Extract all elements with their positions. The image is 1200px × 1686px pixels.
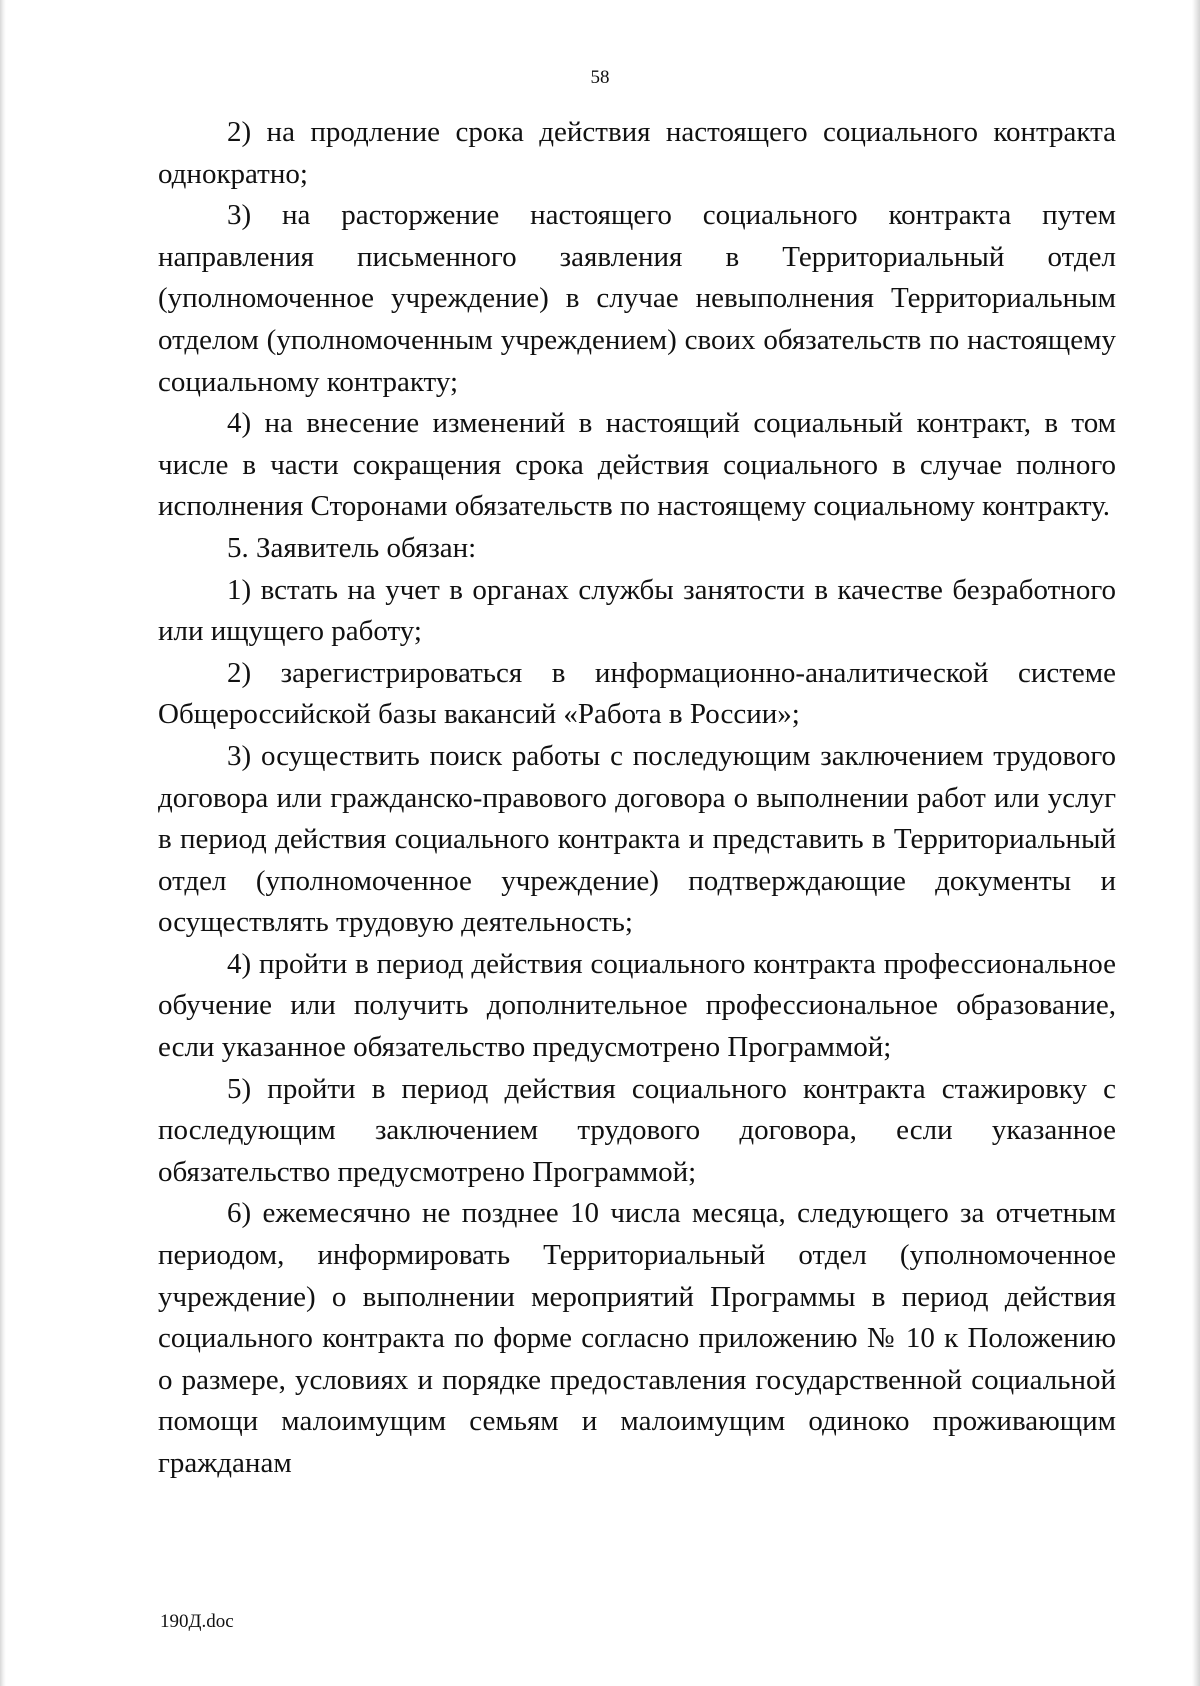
scan-edge-left bbox=[0, 0, 6, 1686]
footer-file-name: 190Д.doc bbox=[160, 1611, 234, 1632]
paragraph-obligation-5: 5) пройти в период действия социального контракта стажировку с последующим заключением трудового договора, если указанное обязательство предусмотрено Программой; bbox=[158, 1072, 1116, 1188]
paragraph-item-3-termination: 3) на расторжение настоящего социального контракта путем направления письменного заявления в Территориальный отдел (уполномоченное учреждение) в случае невыполнения Территориальным отделом (уполномоченным учреждением) своих обязательств по настоящему социальному контракту; bbox=[158, 199, 1116, 398]
scan-edge-right bbox=[1192, 0, 1200, 1686]
page-number: 58 bbox=[590, 67, 610, 88]
paragraph-obligation-1: 1) встать на учет в органах службы занятости в качестве безработного или ищущего работу; bbox=[158, 573, 1116, 648]
paragraph-obligation-3: 3) осуществить поиск работы с последующим заключением трудового договора или гражданско-правового договора о выполнении работ или услуг в период действия социального контракта и представить в Территориальный отдел (уполномоченное учреждение) подтверждающие документы и осуществлять трудовую деятельность; bbox=[158, 739, 1116, 939]
paragraph-item-2-extension: 2) на продление срока действия настоящего социального контракта однократно; bbox=[158, 116, 1116, 190]
paragraph-obligation-6: 6) ежемесячно не позднее 10 числа месяца, следующего за отчетным периодом, информировать Территориальный отдел (уполномоченное учреждение) о выполнении мероприятий Программы в период действия социального контракта по форме согласно приложению № 10 к Положению о размере, условиях и порядке предоставления государственной социальной помощи малоимущим семьям и малоимущим одиноко проживающим гражданам bbox=[158, 1197, 1116, 1479]
paragraph-item-4-amendments: 4) на внесение изменений в настоящий социальный контракт, в том числе в части сокращения срока действия социального в случае полного исполнения Сторонами обязательств по настоящему социальному контракту. bbox=[158, 407, 1116, 523]
section-heading-applicant-obligations: 5. Заявитель обязан: bbox=[227, 531, 477, 564]
paragraph-obligation-2: 2) зарегистрироваться в информационно-аналитической системе Общероссийской базы вакансий «Работа в России»; bbox=[158, 656, 1116, 731]
paragraph-obligation-4: 4) пройти в период действия социального контракта профессиональное обучение или получить дополнительное профессиональное образование, если указанное обязательство предусмотрено Программой; bbox=[158, 947, 1116, 1064]
document-body bbox=[158, 112, 1116, 1485]
